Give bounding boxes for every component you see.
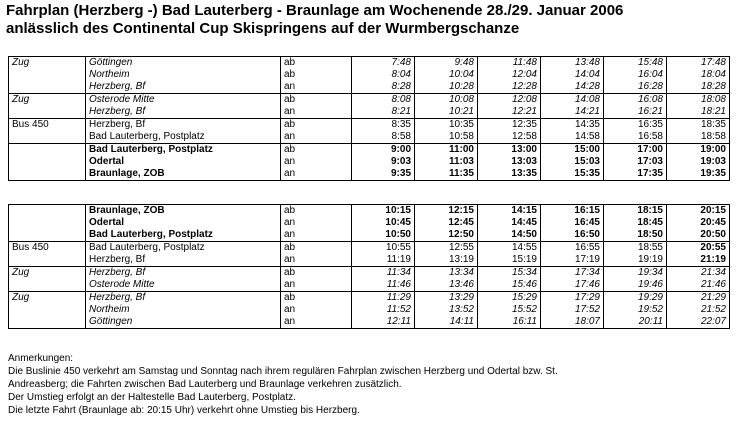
departure-time-cell: 10:08 xyxy=(415,94,478,107)
departure-time-cell: 14:04 xyxy=(541,69,604,81)
departure-time-cell: 19:03 xyxy=(667,156,730,168)
departure-time-cell: 8:04 xyxy=(352,69,415,81)
departure-time-cell: 12:21 xyxy=(478,106,541,119)
departure-time-cell: 8:58 xyxy=(352,131,415,144)
departure-time-cell: 11:35 xyxy=(415,168,478,181)
departure-time-cell: 21:46 xyxy=(667,279,730,292)
departure-time-cell: 11:29 xyxy=(352,292,415,305)
transport-mode-cell xyxy=(9,229,86,242)
departure-time-cell: 10:28 xyxy=(415,81,478,94)
departure-time-cell: 14:21 xyxy=(541,106,604,119)
departure-time-cell: 16:11 xyxy=(478,316,541,329)
departure-time-cell: 14:45 xyxy=(478,217,541,229)
transport-mode-cell xyxy=(9,205,86,218)
direction-cell: ab xyxy=(281,267,352,280)
stop-name-cell: Göttingen xyxy=(86,316,281,329)
departure-time-cell: 14:28 xyxy=(541,81,604,94)
departure-time-cell: 13:35 xyxy=(478,168,541,181)
departure-time-cell: 13:29 xyxy=(415,292,478,305)
departure-time-cell: 11:48 xyxy=(478,57,541,70)
departure-time-cell: 17:29 xyxy=(541,292,604,305)
stop-name-cell: Braunlage, ZOB xyxy=(86,168,281,181)
departure-time-cell: 12:28 xyxy=(478,81,541,94)
departure-time-cell: 20:55 xyxy=(667,242,730,255)
departure-time-cell: 18:55 xyxy=(604,242,667,255)
departure-time-cell: 16:55 xyxy=(541,242,604,255)
departure-time-cell: 11:03 xyxy=(415,156,478,168)
departure-time-cell: 16:21 xyxy=(604,106,667,119)
notes-line-2: Andreasberg; die Fahrten zwischen Bad Lauterberg und Braunlage verkehren zusätzlich. xyxy=(8,379,402,390)
departure-time-cell: 13:34 xyxy=(415,267,478,280)
stop-name-cell: Northeim xyxy=(86,69,281,81)
direction-cell: an xyxy=(281,254,352,267)
table-row xyxy=(9,106,730,119)
departure-time-cell: 10:35 xyxy=(415,119,478,132)
transport-mode-cell: Zug xyxy=(9,94,86,107)
departure-time-cell: 19:19 xyxy=(604,254,667,267)
departure-time-cell: 10:04 xyxy=(415,69,478,81)
departure-time-cell: 18:28 xyxy=(667,81,730,94)
direction-cell: ab xyxy=(281,242,352,255)
table-row xyxy=(9,205,730,218)
departure-time-cell: 15:19 xyxy=(478,254,541,267)
departure-time-cell: 19:00 xyxy=(667,144,730,157)
departure-time-cell: 10:15 xyxy=(352,205,415,218)
departure-time-cell: 13:19 xyxy=(415,254,478,267)
departure-time-cell: 14:58 xyxy=(541,131,604,144)
departure-time-cell: 9:00 xyxy=(352,144,415,157)
departure-time-cell: 17:35 xyxy=(604,168,667,181)
stop-name-cell: Bad Lauterberg, Postplatz xyxy=(86,144,281,157)
stop-name-cell: Herzberg, Bf xyxy=(86,106,281,119)
transport-mode-cell xyxy=(9,106,86,119)
departure-time-cell: 18:08 xyxy=(667,94,730,107)
transport-mode-cell xyxy=(9,69,86,81)
transport-mode-cell xyxy=(9,217,86,229)
title-line-2: anlässlich des Continental Cup Skispringens auf der Wurmbergschanze xyxy=(6,20,520,37)
departure-time-cell: 8:28 xyxy=(352,81,415,94)
departure-time-cell: 18:04 xyxy=(667,69,730,81)
notes-line-3: Der Umstieg erfolgt an der Haltestelle Bad Lauterberg, Postplatz. xyxy=(8,392,296,403)
stop-name-cell: Bad Lauterberg, Postplatz xyxy=(86,229,281,242)
departure-time-cell: 15:34 xyxy=(478,267,541,280)
departure-time-cell: 21:19 xyxy=(667,254,730,267)
table-row xyxy=(9,292,730,305)
departure-time-cell: 18:15 xyxy=(604,205,667,218)
departure-time-cell: 9:35 xyxy=(352,168,415,181)
departure-time-cell: 17:48 xyxy=(667,57,730,70)
departure-time-cell: 18:58 xyxy=(667,131,730,144)
transport-mode-cell xyxy=(9,81,86,94)
departure-time-cell: 15:29 xyxy=(478,292,541,305)
departure-time-cell: 14:35 xyxy=(541,119,604,132)
departure-time-cell: 11:34 xyxy=(352,267,415,280)
departure-time-cell: 13:00 xyxy=(478,144,541,157)
direction-cell: ab xyxy=(281,119,352,132)
departure-time-cell: 12:35 xyxy=(478,119,541,132)
title-line-1: Fahrplan (Herzberg -) Bad Lauterberg - Braunlage am Wochenende 28./29. Januar 2006 xyxy=(6,2,624,19)
departure-time-cell: 14:55 xyxy=(478,242,541,255)
direction-cell: ab xyxy=(281,94,352,107)
table-row xyxy=(9,57,730,70)
transport-mode-cell xyxy=(9,254,86,267)
departure-time-cell: 16:08 xyxy=(604,94,667,107)
departure-time-cell: 9:03 xyxy=(352,156,415,168)
table-row xyxy=(9,304,730,316)
departure-time-cell: 12:11 xyxy=(352,316,415,329)
departure-time-cell: 13:46 xyxy=(415,279,478,292)
table-row xyxy=(9,94,730,107)
departure-time-cell: 15:00 xyxy=(541,144,604,157)
departure-time-cell: 11:00 xyxy=(415,144,478,157)
departure-time-cell: 21:52 xyxy=(667,304,730,316)
direction-cell: an xyxy=(281,316,352,329)
departure-time-cell: 20:15 xyxy=(667,205,730,218)
notes-heading: Anmerkungen: xyxy=(8,353,74,364)
departure-time-cell: 12:50 xyxy=(415,229,478,242)
direction-cell: an xyxy=(281,279,352,292)
departure-time-cell: 12:15 xyxy=(415,205,478,218)
table-row xyxy=(9,156,730,168)
transport-mode-cell xyxy=(9,144,86,157)
direction-cell: an xyxy=(281,81,352,94)
table-row xyxy=(9,81,730,94)
departure-time-cell: 17:19 xyxy=(541,254,604,267)
table-row xyxy=(9,217,730,229)
direction-cell: ab xyxy=(281,144,352,157)
transport-mode-cell: Zug xyxy=(9,292,86,305)
timetable-return xyxy=(8,204,730,329)
departure-time-cell: 14:50 xyxy=(478,229,541,242)
table-row xyxy=(9,131,730,144)
departure-time-cell: 10:45 xyxy=(352,217,415,229)
departure-time-cell: 17:52 xyxy=(541,304,604,316)
direction-cell: an xyxy=(281,217,352,229)
notes-section xyxy=(8,352,733,417)
departure-time-cell: 16:15 xyxy=(541,205,604,218)
departure-time-cell: 20:45 xyxy=(667,217,730,229)
transport-mode-cell xyxy=(9,279,86,292)
departure-time-cell: 8:21 xyxy=(352,106,415,119)
stop-name-cell: Bad Lauterberg, Postplatz xyxy=(86,242,281,255)
departure-time-cell: 12:58 xyxy=(478,131,541,144)
transport-mode-cell xyxy=(9,156,86,168)
departure-time-cell: 16:45 xyxy=(541,217,604,229)
departure-time-cell: 12:08 xyxy=(478,94,541,107)
departure-time-cell: 20:11 xyxy=(604,316,667,329)
notes-line-4: Die letzte Fahrt (Braunlage ab: 20:15 Uhr) verkehrt ohne Umstieg bis Herzberg. xyxy=(8,405,360,416)
departure-time-cell: 16:35 xyxy=(604,119,667,132)
direction-cell: ab xyxy=(281,57,352,70)
departure-time-cell: 11:52 xyxy=(352,304,415,316)
table-row xyxy=(9,229,730,242)
departure-time-cell: 21:29 xyxy=(667,292,730,305)
transport-mode-cell: Bus 450 xyxy=(9,242,86,255)
departure-time-cell: 13:52 xyxy=(415,304,478,316)
table-row xyxy=(9,267,730,280)
direction-cell: ab xyxy=(281,69,352,81)
departure-time-cell: 12:45 xyxy=(415,217,478,229)
departure-time-cell: 22:07 xyxy=(667,316,730,329)
departure-time-cell: 14:08 xyxy=(541,94,604,107)
departure-time-cell: 19:46 xyxy=(604,279,667,292)
departure-time-cell: 10:55 xyxy=(352,242,415,255)
departure-time-cell: 8:35 xyxy=(352,119,415,132)
transport-mode-cell xyxy=(9,316,86,329)
direction-cell: an xyxy=(281,131,352,144)
departure-time-cell: 17:34 xyxy=(541,267,604,280)
transport-mode-cell xyxy=(9,131,86,144)
table-row xyxy=(9,144,730,157)
stop-name-cell: Odertal xyxy=(86,156,281,168)
departure-time-cell: 17:46 xyxy=(541,279,604,292)
stop-name-cell: Braunlage, ZOB xyxy=(86,205,281,218)
notes-line-1: Die Buslinie 450 verkehrt am Samstag und Sonntag nach ihrem regulären Fahrplan zwischen Herzberg und Odertal bzw. St. xyxy=(8,366,558,377)
departure-time-cell: 12:55 xyxy=(415,242,478,255)
stop-name-cell: Herzberg, Bf xyxy=(86,267,281,280)
table-row xyxy=(9,242,730,255)
departure-time-cell: 16:28 xyxy=(604,81,667,94)
direction-cell: an xyxy=(281,106,352,119)
departure-time-cell: 10:58 xyxy=(415,131,478,144)
stop-name-cell: Odertal xyxy=(86,217,281,229)
departure-time-cell: 17:00 xyxy=(604,144,667,157)
departure-time-cell: 19:35 xyxy=(667,168,730,181)
departure-time-cell: 15:52 xyxy=(478,304,541,316)
table-row xyxy=(9,168,730,181)
departure-time-cell: 16:58 xyxy=(604,131,667,144)
departure-time-cell: 18:35 xyxy=(667,119,730,132)
stop-name-cell: Osterode Mitte xyxy=(86,279,281,292)
departure-time-cell: 15:46 xyxy=(478,279,541,292)
departure-time-cell: 9:48 xyxy=(415,57,478,70)
table-row xyxy=(9,316,730,329)
departure-time-cell: 14:15 xyxy=(478,205,541,218)
departure-time-cell: 15:03 xyxy=(541,156,604,168)
departure-time-cell: 15:48 xyxy=(604,57,667,70)
departure-time-cell: 13:03 xyxy=(478,156,541,168)
direction-cell: an xyxy=(281,168,352,181)
departure-time-cell: 18:21 xyxy=(667,106,730,119)
transport-mode-cell: Bus 450 xyxy=(9,119,86,132)
stop-name-cell: Herzberg, Bf xyxy=(86,119,281,132)
timetable-outbound xyxy=(8,56,730,181)
table-row xyxy=(9,279,730,292)
departure-time-cell: 16:04 xyxy=(604,69,667,81)
table-row xyxy=(9,254,730,267)
table-row xyxy=(9,69,730,81)
departure-time-cell: 19:52 xyxy=(604,304,667,316)
stop-name-cell: Herzberg, Bf xyxy=(86,81,281,94)
departure-time-cell: 7:48 xyxy=(352,57,415,70)
departure-time-cell: 17:03 xyxy=(604,156,667,168)
stop-name-cell: Göttingen xyxy=(86,57,281,70)
transport-mode-cell xyxy=(9,304,86,316)
transport-mode-cell: Zug xyxy=(9,57,86,70)
departure-time-cell: 13:48 xyxy=(541,57,604,70)
transport-mode-cell xyxy=(9,168,86,181)
table-row xyxy=(9,119,730,132)
departure-time-cell: 18:50 xyxy=(604,229,667,242)
departure-time-cell: 12:04 xyxy=(478,69,541,81)
stop-name-cell: Osterode Mitte xyxy=(86,94,281,107)
departure-time-cell: 15:35 xyxy=(541,168,604,181)
direction-cell: an xyxy=(281,304,352,316)
direction-cell: ab xyxy=(281,205,352,218)
departure-time-cell: 10:50 xyxy=(352,229,415,242)
stop-name-cell: Bad Lauterberg, Postplatz xyxy=(86,131,281,144)
departure-time-cell: 11:46 xyxy=(352,279,415,292)
page-title xyxy=(6,2,623,38)
departure-time-cell: 19:29 xyxy=(604,292,667,305)
departure-time-cell: 21:34 xyxy=(667,267,730,280)
departure-time-cell: 19:34 xyxy=(604,267,667,280)
departure-time-cell: 20:50 xyxy=(667,229,730,242)
stop-name-cell: Northeim xyxy=(86,304,281,316)
departure-time-cell: 18:07 xyxy=(541,316,604,329)
departure-time-cell: 11:19 xyxy=(352,254,415,267)
direction-cell: ab xyxy=(281,292,352,305)
direction-cell: an xyxy=(281,156,352,168)
departure-time-cell: 10:21 xyxy=(415,106,478,119)
departure-time-cell: 8:08 xyxy=(352,94,415,107)
direction-cell: an xyxy=(281,229,352,242)
departure-time-cell: 18:45 xyxy=(604,217,667,229)
departure-time-cell: 14:11 xyxy=(415,316,478,329)
stop-name-cell: Herzberg, Bf xyxy=(86,254,281,267)
departure-time-cell: 16:50 xyxy=(541,229,604,242)
stop-name-cell: Herzberg, Bf xyxy=(86,292,281,305)
transport-mode-cell: Zug xyxy=(9,267,86,280)
